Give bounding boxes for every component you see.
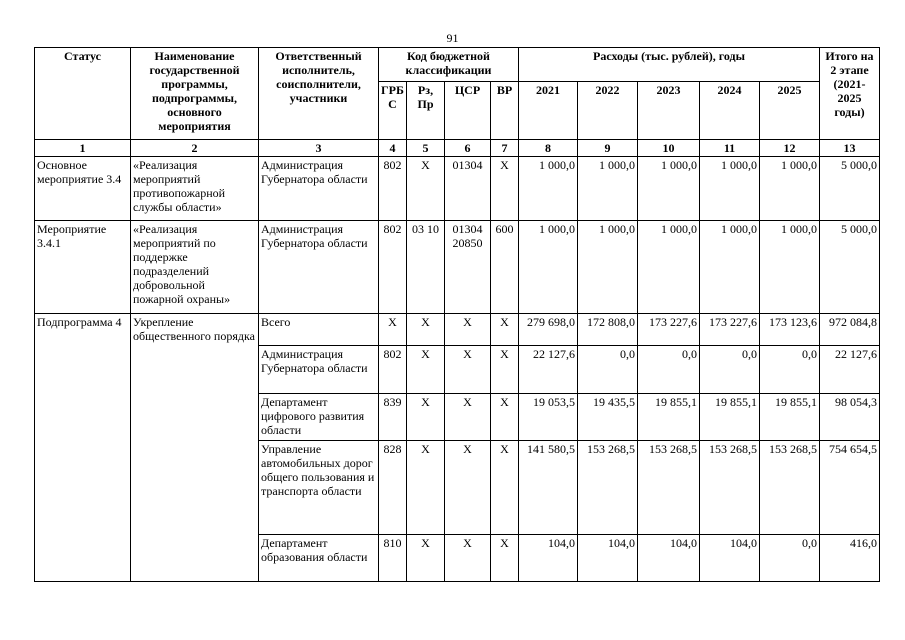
header-expenses: Расходы (тыс. рублей), годы <box>519 48 820 82</box>
column-number: 11 <box>700 140 760 157</box>
header-year: 2021 <box>519 82 578 140</box>
vr-cell: X <box>491 535 519 582</box>
vr-cell: X <box>491 314 519 346</box>
status-cell: Подпрограмма 4 <box>35 314 131 582</box>
value-cell: 1 000,0 <box>578 157 638 221</box>
header-status: Статус <box>35 48 131 140</box>
rz-pr-cell: X <box>407 394 445 441</box>
value-cell: 172 808,0 <box>578 314 638 346</box>
vr-cell: X <box>491 441 519 535</box>
value-cell: 173 123,6 <box>760 314 820 346</box>
rz-pr-cell: X <box>407 157 445 221</box>
value-cell: 22 127,6 <box>519 346 578 394</box>
table-row <box>35 221 880 314</box>
value-cell: 1 000,0 <box>578 221 638 314</box>
value-cell: 19 855,1 <box>700 394 760 441</box>
executor-cell: Управление автомобильных дорог общего пользования и транспорта области <box>259 441 379 535</box>
header-year: 2024 <box>700 82 760 140</box>
rz-pr-cell: X <box>407 441 445 535</box>
grbs-cell: 810 <box>379 535 407 582</box>
value-cell: 104,0 <box>519 535 578 582</box>
rz-pr-cell: X <box>407 314 445 346</box>
grbs-cell: 828 <box>379 441 407 535</box>
program-name-cell: Укрепление общественного порядка <box>131 314 259 582</box>
value-cell: 279 698,0 <box>519 314 578 346</box>
column-number: 1 <box>35 140 131 157</box>
value-cell: 153 268,5 <box>638 441 700 535</box>
value-cell: 153 268,5 <box>760 441 820 535</box>
csr-cell: 01304 <box>445 157 491 221</box>
value-cell: 0,0 <box>578 346 638 394</box>
vr-cell: 600 <box>491 221 519 314</box>
rz-pr-cell: X <box>407 346 445 394</box>
value-cell: 1 000,0 <box>700 221 760 314</box>
csr-cell: X <box>445 394 491 441</box>
value-cell: 1 000,0 <box>760 221 820 314</box>
status-cell: Основное мероприятие 3.4 <box>35 157 131 221</box>
value-cell: 0,0 <box>700 346 760 394</box>
value-cell: 19 855,1 <box>760 394 820 441</box>
rz-pr-cell: 03 10 <box>407 221 445 314</box>
executor-cell: Всего <box>259 314 379 346</box>
header-total: Итого на 2 этапе (2021-2025 годы) <box>820 48 880 140</box>
value-cell: 19 855,1 <box>638 394 700 441</box>
executor-cell: Администрация Губернатора области <box>259 157 379 221</box>
budget-table <box>34 47 880 582</box>
column-number: 3 <box>259 140 379 157</box>
header-budget-code: Код бюджетной классификации <box>379 48 519 82</box>
page-number: 91 <box>446 31 459 45</box>
program-name-cell: «Реализация мероприятий противопожарной службы области» <box>131 157 259 221</box>
header-executor: Ответственный исполнитель, соисполнители, участники <box>259 48 379 140</box>
value-cell: 19 053,5 <box>519 394 578 441</box>
status-cell: Мероприятие 3.4.1 <box>35 221 131 314</box>
vr-cell: X <box>491 346 519 394</box>
column-number: 6 <box>445 140 491 157</box>
column-number: 9 <box>578 140 638 157</box>
header-csr: ЦСР <box>445 82 491 140</box>
value-cell: 1 000,0 <box>760 157 820 221</box>
csr-cell: X <box>445 346 491 394</box>
grbs-cell: X <box>379 314 407 346</box>
total-cell: 972 084,8 <box>820 314 880 346</box>
column-number: 4 <box>379 140 407 157</box>
table-row <box>35 157 880 221</box>
header-rz-pr: Рз, Пр <box>407 82 445 140</box>
csr-cell: X <box>445 535 491 582</box>
value-cell: 104,0 <box>578 535 638 582</box>
total-cell: 5 000,0 <box>820 157 880 221</box>
value-cell: 0,0 <box>760 346 820 394</box>
value-cell: 19 435,5 <box>578 394 638 441</box>
header-program-name: Наименование государственной программы, подпрограммы, основного мероприятия <box>131 48 259 140</box>
column-number: 13 <box>820 140 880 157</box>
value-cell: 104,0 <box>638 535 700 582</box>
header-vr: ВР <box>491 82 519 140</box>
executor-cell: Администрация Губернатора области <box>259 346 379 394</box>
table-body <box>35 157 880 582</box>
vr-cell: X <box>491 394 519 441</box>
csr-cell: X <box>445 314 491 346</box>
total-cell: 98 054,3 <box>820 394 880 441</box>
value-cell: 1 000,0 <box>638 157 700 221</box>
value-cell: 1 000,0 <box>638 221 700 314</box>
table-header <box>35 48 880 157</box>
value-cell: 1 000,0 <box>519 157 578 221</box>
total-cell: 22 127,6 <box>820 346 880 394</box>
grbs-cell: 802 <box>379 346 407 394</box>
column-number: 7 <box>491 140 519 157</box>
column-number: 8 <box>519 140 578 157</box>
value-cell: 0,0 <box>638 346 700 394</box>
header-year: 2022 <box>578 82 638 140</box>
header-grbs: ГРБ С <box>379 82 407 140</box>
csr-cell: X <box>445 441 491 535</box>
program-name-cell: «Реализация мероприятий по поддержке подразделений добровольной пожарной охраны» <box>131 221 259 314</box>
csr-cell: 01304 20850 <box>445 221 491 314</box>
value-cell: 173 227,6 <box>638 314 700 346</box>
value-cell: 0,0 <box>760 535 820 582</box>
column-number: 2 <box>131 140 259 157</box>
column-number: 12 <box>760 140 820 157</box>
total-cell: 416,0 <box>820 535 880 582</box>
column-number: 10 <box>638 140 700 157</box>
value-cell: 141 580,5 <box>519 441 578 535</box>
total-cell: 5 000,0 <box>820 221 880 314</box>
executor-cell: Департамент цифрового развития области <box>259 394 379 441</box>
value-cell: 1 000,0 <box>700 157 760 221</box>
header-year: 2023 <box>638 82 700 140</box>
value-cell: 153 268,5 <box>700 441 760 535</box>
grbs-cell: 839 <box>379 394 407 441</box>
value-cell: 173 227,6 <box>700 314 760 346</box>
value-cell: 104,0 <box>700 535 760 582</box>
executor-cell: Администрация Губернатора области <box>259 221 379 314</box>
value-cell: 153 268,5 <box>578 441 638 535</box>
column-number: 5 <box>407 140 445 157</box>
rz-pr-cell: X <box>407 535 445 582</box>
column-number-row <box>35 140 880 157</box>
total-cell: 754 654,5 <box>820 441 880 535</box>
grbs-cell: 802 <box>379 157 407 221</box>
vr-cell: X <box>491 157 519 221</box>
value-cell: 1 000,0 <box>519 221 578 314</box>
table-row <box>35 314 880 346</box>
executor-cell: Департамент образования области <box>259 535 379 582</box>
header-year: 2025 <box>760 82 820 140</box>
grbs-cell: 802 <box>379 221 407 314</box>
